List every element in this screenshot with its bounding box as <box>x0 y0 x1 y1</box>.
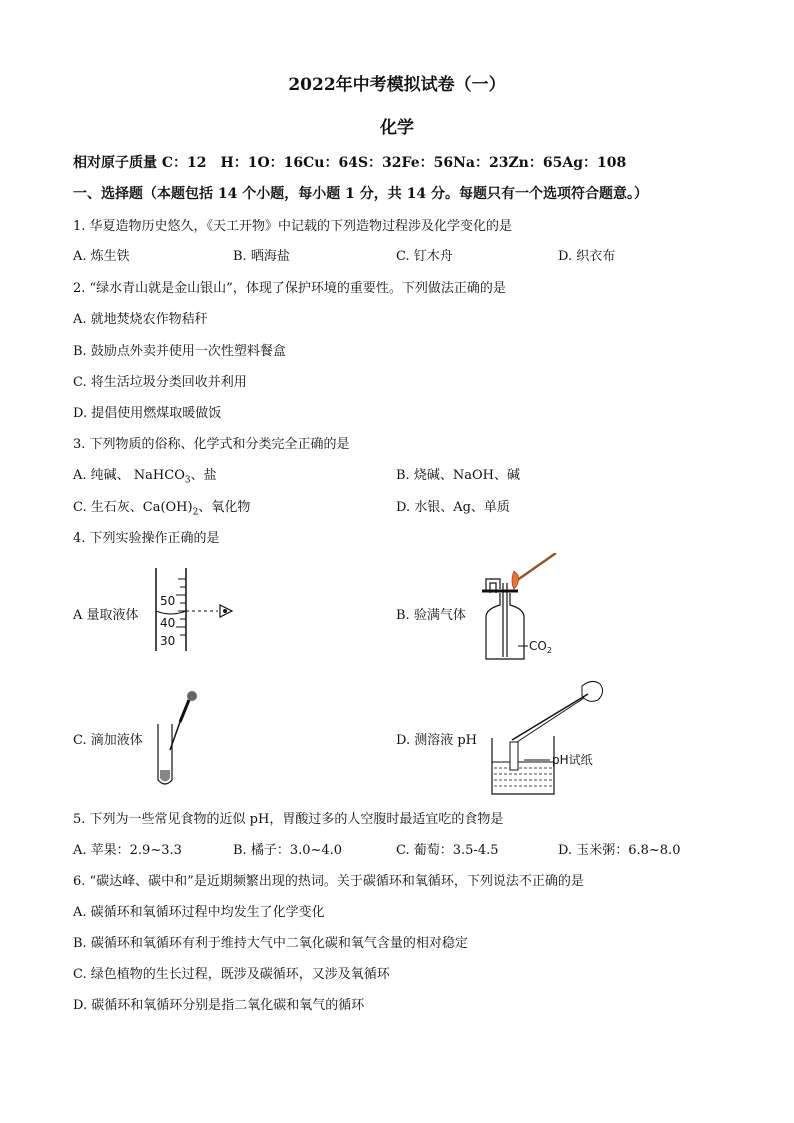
subject-title: 化学 <box>380 118 414 138</box>
question-3-stem: 3. 下列物质的俗称、化学式和分类完全正确的是 <box>73 437 350 452</box>
option-a-text-end: 、盐 <box>190 468 217 483</box>
option-c-text-end: 、氧化物 <box>198 500 251 515</box>
co2-label <box>529 639 552 655</box>
question-5-option-d: D. 玉米粥：6.8~8.0 <box>558 843 681 858</box>
question-3-option-c <box>73 496 250 518</box>
subscript: 2 <box>192 507 199 518</box>
atomic-mass-line: 相对原子质量 C：12 H：1O：16Cu：64S：32Fe：56Na：23Zn：65Ag：108 <box>73 155 627 171</box>
question-6-option-c: C. 绿色植物的生长过程，既涉及碳循环，又涉及氧循环 <box>73 967 390 982</box>
question-4-option-a: A 量取液体 <box>73 608 139 623</box>
question-4-option-b: B. 验满气体 <box>396 608 466 623</box>
question-5-stem: 5. 下列为一些常见食物的近似 pH，胃酸过多的人空腹时最适宜吃的食物是 <box>73 812 504 827</box>
ph-paper-label: pH试纸 <box>552 753 593 767</box>
question-2-option-a: A. 就地焚烧农作物秸秆 <box>73 312 208 327</box>
question-6-option-b: B. 碳循环和氧循环有利于维持大气中二氧化碳和氧气含量的相对稳定 <box>73 936 468 951</box>
question-1-option-c: C. 钉木舟 <box>396 249 453 264</box>
question-5-option-c: C. 葡萄：3.5-4.5 <box>396 843 499 858</box>
question-5-option-a: A. 苹果：2.9~3.3 <box>73 843 182 858</box>
graduated-cylinder-figure <box>150 565 240 655</box>
question-2-stem: 2. “绿水青山就是金山银山”，体现了保护环境的重要性。下列做法正确的是 <box>73 281 506 296</box>
question-2-option-b: B. 鼓励点外卖并使用一次性塑料餐盒 <box>73 344 286 359</box>
question-4-option-d: D. 测溶液 pH <box>396 733 478 748</box>
ph-test-figure <box>484 676 634 800</box>
question-4-option-c: C. 滴加液体 <box>73 733 143 748</box>
gas-bottle-figure <box>474 553 594 665</box>
cylinder-tick-50: 50 <box>160 594 176 608</box>
question-2-option-c: C. 将生活垃圾分类回收并利用 <box>73 375 247 390</box>
question-4-stem: 4. 下列实验操作正确的是 <box>73 531 220 546</box>
option-a-text: A. 纯碱、 NaHCO <box>73 468 185 483</box>
question-1-option-a: A. 炼生铁 <box>73 249 130 264</box>
question-1-stem: 1. 华夏造物历史悠久，《天工开物》中记载的下列造物过程涉及化学变化的是 <box>73 219 513 234</box>
co2-text: CO <box>529 639 547 653</box>
co2-subscript: 2 <box>546 646 552 655</box>
question-5-option-b: B. 橘子：3.0~4.0 <box>233 843 343 858</box>
cylinder-tick-30: 30 <box>160 634 176 648</box>
subscript: 3 <box>184 475 191 486</box>
cylinder-tick-40: 40 <box>160 616 176 630</box>
question-1-option-d: D. 织衣布 <box>558 249 616 264</box>
question-6-option-a: A. 碳循环和氧循环过程中均发生了化学变化 <box>73 905 325 920</box>
question-3-option-a <box>73 464 217 486</box>
question-2-option-d: D. 提倡使用燃煤取暖做饭 <box>73 406 222 421</box>
question-3-option-d: D. 水银、Ag、单质 <box>396 500 510 515</box>
question-6-option-d: D. 碳循环和氧循环分别是指二氧化碳和氧气的循环 <box>73 998 365 1013</box>
exam-title: 2022年中考模拟试卷（一） <box>288 75 506 95</box>
question-3-option-b: B. 烧碱、NaOH、碱 <box>396 468 520 483</box>
section-heading: 一、选择题（本题包括 14 个小题，每小题 1 分，共 14 分。每题只有一个选项符合题意。） <box>73 186 648 202</box>
dropper-figure <box>152 688 202 792</box>
option-c-text: C. 生石灰、Ca(OH) <box>73 500 193 515</box>
question-6-stem: 6. “碳达峰、碳中和”是近期频繁出现的热词。关于碳循环和氧循环，下列说法不正确的是 <box>73 874 584 889</box>
question-1-option-b: B. 晒海盐 <box>233 249 290 264</box>
